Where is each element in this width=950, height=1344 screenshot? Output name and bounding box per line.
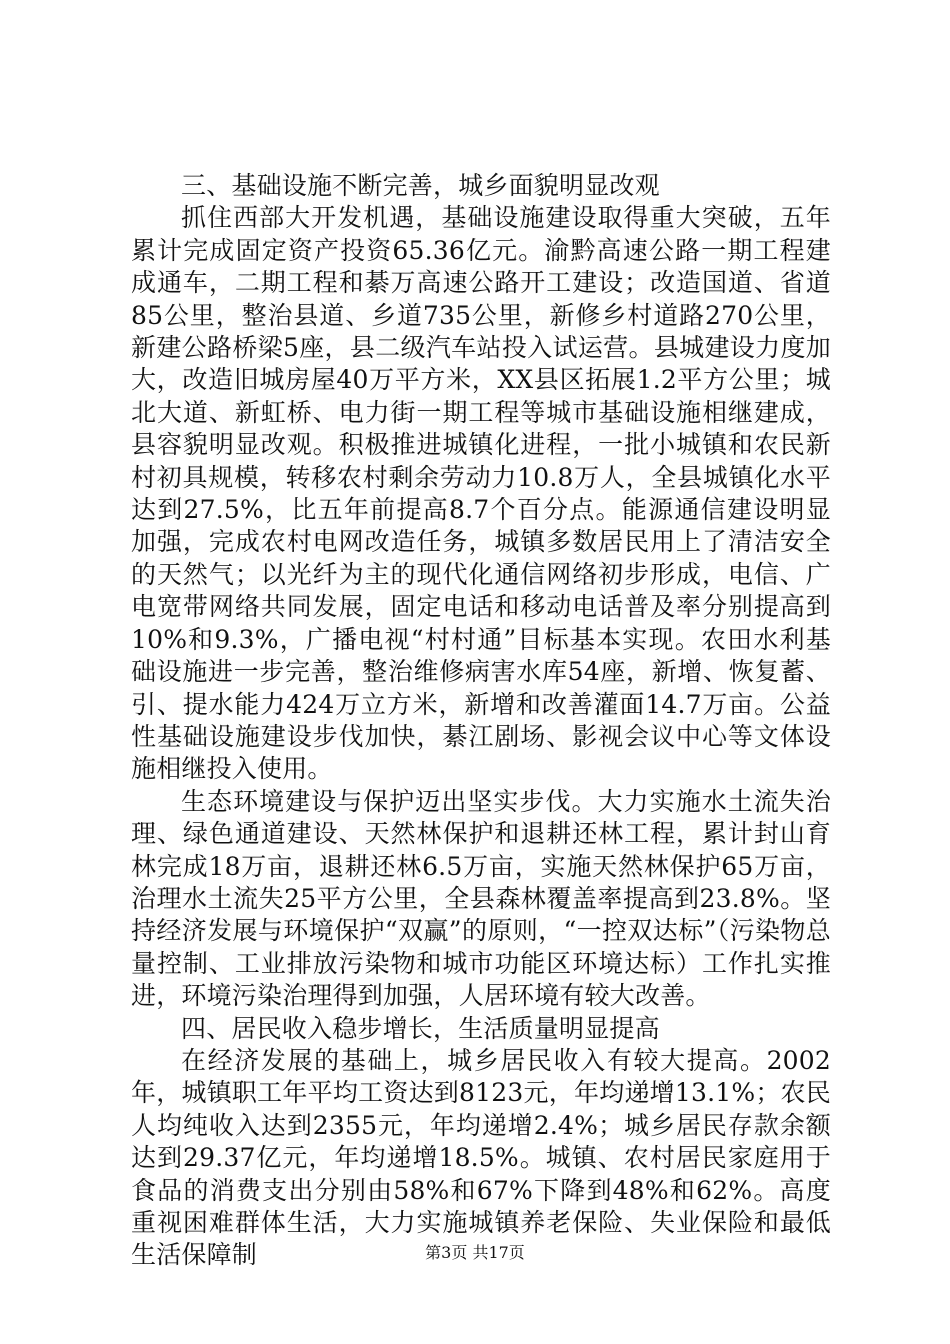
section-heading-income: 四、居民收入稳步增长，生活质量明显提高 [181,1013,660,1043]
section-heading-infrastructure: 三、基础设施不断完善，城乡面貌明显改观 [181,171,660,200]
paragraph-infrastructure: 抓住西部大开发机遇，基础设施建设取得重大突破，五年累计完成固定资产投资65.36亿元。渝黔高速公路一期工程建成通车，二期工程和綦万高速公路开工建设；改造国道、省道85公里，整治县道、乡道735公里，新修乡村道路270公里，新建公路桥梁5座，县二级汽车站投入试运营。县城建设力度加大，改造旧城房屋40万平方米，XX县区拓展1.2平方公里；城北大道、新虹桥、电力街一期工程等城市基础设施相继建成，县容貌明显改观。积极推进城镇化进程，一批小城镇和农民新村初具规模，转移农村剩余劳动力10.8万人，全县城镇化水平达到27.5%，比五年前提高8.7个百分点。能源通信建设明显加强，完成农村电网改造任务，城镇多数居民用上了清洁安全的天然气；以光纤为主的现代化通信网络初步形成，电信、广电宽带网络共同发展，固定电话和移动电话普及率分别提高到10%和9.3%，广播电视“村村通”目标基本实现。农田水利基础设施进一步完善，整治维修病害水库54座，新增、恢复蓄、引、提水能力424万立方米，新增和改善灌面14.7万亩。公益性基础设施建设步伐加快，綦江剧场、影视会议中心等文体设施相继投入使用。 [131,203,831,784]
paragraph-income: 在经济发展的基础上，城乡居民收入有较大提高。2002年，城镇职工年平均工资达到8123元，年均递增13.1%；农民人均纯收入达到2355元，年均递增2.4%；城乡居民存款余额达到29.37亿元，年均递增18.5%。城镇、农村居民家庭用于食品的消费支出分别由58%和67%下降到48%和62%。高度重视困难群体生活，大力实施城镇养老保险、失业保险和最低生活保障制 [131,1045,831,1270]
document-body [131,170,831,1272]
paragraph-ecology: 生态环境建设与保护迈出坚实步伐。大力实施水土流失治理、绿色通道建设、天然林保护和退耕还林工程，累计封山育林完成18万亩，退耕还林6.5万亩，实施天然林保护65万亩，治理水土流失25平方公里，全县森林覆盖率提高到23.8%。坚持经济发展与环境保护“双赢”的原则，“一控双达标”（污染物总量控制、工业排放污染物和城市功能区环境达标）工作扎实推进，环境污染治理得到加强，人居环境有较大改善。 [131,786,831,1011]
page-number-footer: 第3页 共17页 [425,1243,525,1262]
